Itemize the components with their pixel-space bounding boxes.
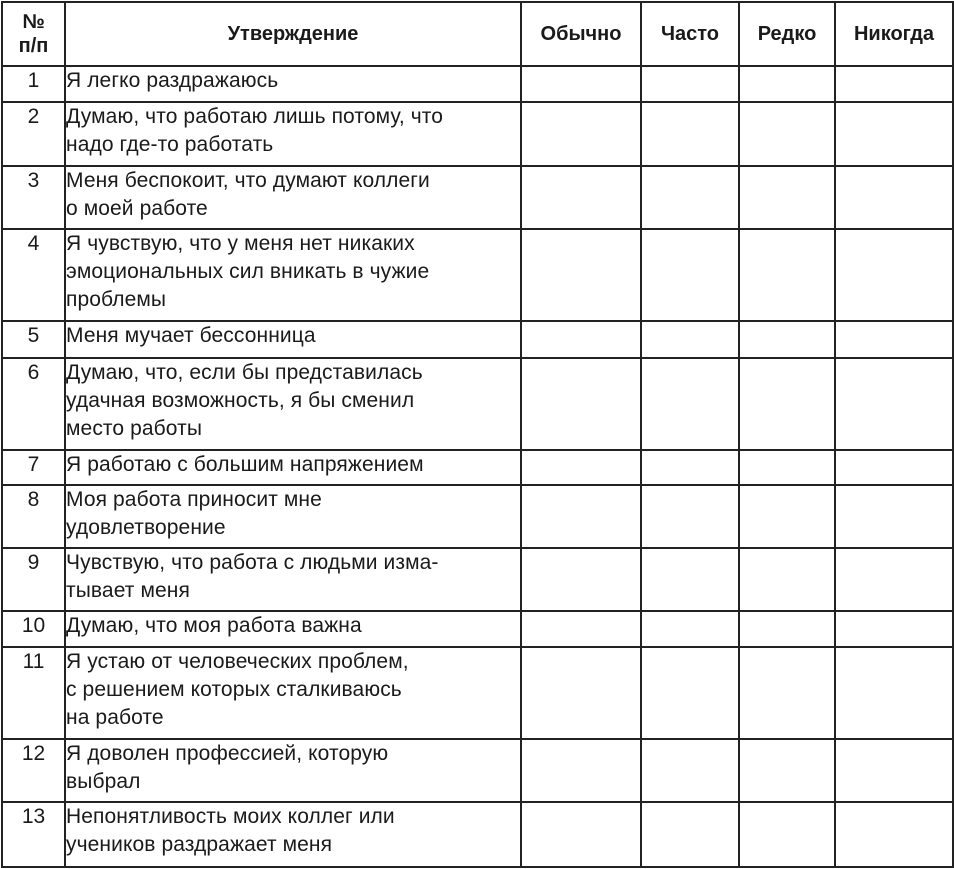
statement-line: Думаю, что моя работа важна: [66, 614, 362, 637]
table-row: [2, 647, 953, 739]
answer-cell-usually[interactable]: [521, 802, 641, 867]
header-row: [2, 2, 953, 66]
answer-cell-never[interactable]: [835, 450, 953, 485]
statement-line: Я устаю от человеческих проблем,: [66, 650, 409, 673]
statement-cell: [65, 485, 521, 548]
statement-line: удовлетворение: [66, 516, 226, 539]
row-number: 3: [2, 166, 65, 229]
answer-cell-often[interactable]: [641, 647, 739, 739]
answer-cell-often[interactable]: [641, 739, 739, 802]
header-often: Часто: [641, 2, 739, 66]
row-number: 2: [2, 102, 65, 166]
answer-cell-usually[interactable]: [521, 647, 641, 739]
header-never: Никогда: [835, 2, 953, 66]
statement-line: Я легко раздражаюсь: [66, 69, 279, 92]
row-number: 12: [2, 739, 65, 802]
row-number: 6: [2, 358, 65, 450]
header-usually: Обычно: [521, 2, 641, 66]
statement-cell: [65, 611, 521, 647]
answer-cell-usually[interactable]: [521, 450, 641, 485]
answer-cell-usually[interactable]: [521, 358, 641, 450]
answer-cell-never[interactable]: [835, 647, 953, 739]
statement-line: Меня мучает бессонница: [66, 324, 316, 347]
answer-cell-usually[interactable]: [521, 166, 641, 229]
statement-line: Чувствую, что работа с людьми изма-: [66, 551, 439, 574]
header-rarely: Редко: [739, 2, 835, 66]
table-row: [2, 102, 953, 166]
header-num-line-1: №: [22, 11, 45, 33]
answer-cell-often[interactable]: [641, 548, 739, 611]
statement-cell: [65, 102, 521, 166]
answer-cell-often[interactable]: [641, 450, 739, 485]
answer-cell-often[interactable]: [641, 66, 739, 102]
statement-line: удачная возможность, я бы сменил: [66, 389, 415, 412]
answer-cell-rarely[interactable]: [739, 647, 835, 739]
statement-line: надо где-то работать: [66, 133, 274, 156]
answer-cell-rarely[interactable]: [739, 229, 835, 321]
answer-cell-never[interactable]: [835, 102, 953, 166]
answer-cell-never[interactable]: [835, 802, 953, 867]
statement-line: с решением которых сталкиваюсь: [66, 678, 402, 701]
answer-cell-rarely[interactable]: [739, 166, 835, 229]
row-number: 13: [2, 802, 65, 867]
answer-cell-rarely[interactable]: [739, 802, 835, 867]
statement-line: выбрал: [66, 770, 141, 793]
questionnaire-table: [1, 1, 954, 868]
table-row: [2, 485, 953, 548]
answer-cell-never[interactable]: [835, 739, 953, 802]
table-body: [2, 66, 953, 867]
answer-cell-rarely[interactable]: [739, 548, 835, 611]
row-number: 9: [2, 548, 65, 611]
answer-cell-never[interactable]: [835, 66, 953, 102]
table-row: [2, 166, 953, 229]
answer-cell-usually[interactable]: [521, 739, 641, 802]
answer-cell-rarely[interactable]: [739, 611, 835, 647]
statement-line: Думаю, что работаю лишь потому, что: [66, 105, 444, 128]
answer-cell-usually[interactable]: [521, 611, 641, 647]
table-row: [2, 66, 953, 102]
statement-line: Я чувствую, что у меня нет никаких: [66, 232, 415, 255]
statement-cell: [65, 647, 521, 739]
statement-line: место работы: [66, 417, 203, 440]
statement-line: эмоциональных сил вникать в чужие: [66, 260, 430, 283]
answer-cell-usually[interactable]: [521, 66, 641, 102]
statement-line: проблемы: [66, 288, 167, 311]
row-number: 7: [2, 450, 65, 485]
statement-cell: [65, 450, 521, 485]
table-row: [2, 548, 953, 611]
answer-cell-often[interactable]: [641, 102, 739, 166]
table-row: [2, 321, 953, 358]
statement-line: Меня беспокоит, что думают коллеги: [66, 169, 430, 192]
answer-cell-rarely[interactable]: [739, 485, 835, 548]
answer-cell-usually[interactable]: [521, 102, 641, 166]
header-statement: Утверждение: [65, 2, 521, 66]
statement-line: учеников раздражает меня: [66, 833, 333, 856]
answer-cell-usually[interactable]: [521, 485, 641, 548]
statement-line: Думаю, что, если бы представилась: [66, 361, 423, 384]
answer-cell-often[interactable]: [641, 166, 739, 229]
answer-cell-never[interactable]: [835, 485, 953, 548]
answer-cell-often[interactable]: [641, 358, 739, 450]
statement-cell: [65, 321, 521, 358]
table-row: [2, 229, 953, 321]
statement-line: Моя работа приносит мне: [66, 488, 322, 511]
answer-cell-often[interactable]: [641, 611, 739, 647]
statement-line: тывает меня: [66, 579, 190, 602]
header-num-line-2: п/п: [18, 35, 49, 57]
answer-cell-often[interactable]: [641, 321, 739, 358]
row-number: 5: [2, 321, 65, 358]
row-number: 4: [2, 229, 65, 321]
answer-cell-often[interactable]: [641, 802, 739, 867]
statement-line: Я доволен профессией, которую: [66, 742, 389, 765]
row-number: 10: [2, 611, 65, 647]
answer-cell-rarely[interactable]: [739, 66, 835, 102]
row-number: 11: [2, 647, 65, 739]
answer-cell-rarely[interactable]: [739, 321, 835, 358]
answer-cell-often[interactable]: [641, 229, 739, 321]
table-row: [2, 802, 953, 867]
answer-cell-rarely[interactable]: [739, 739, 835, 802]
answer-cell-usually[interactable]: [521, 548, 641, 611]
answer-cell-rarely[interactable]: [739, 450, 835, 485]
header-num: [2, 2, 65, 66]
row-number: 1: [2, 66, 65, 102]
statement-line: Непонятливость моих коллег или: [66, 805, 395, 828]
answer-cell-usually[interactable]: [521, 229, 641, 321]
statement-cell: [65, 358, 521, 450]
statement-line: на работе: [66, 706, 164, 729]
statement-cell: [65, 166, 521, 229]
answer-cell-never[interactable]: [835, 611, 953, 647]
table-row: [2, 739, 953, 802]
answer-cell-never[interactable]: [835, 548, 953, 611]
table-row: [2, 611, 953, 647]
statement-cell: [65, 548, 521, 611]
answer-cell-rarely[interactable]: [739, 102, 835, 166]
statement-cell: [65, 66, 521, 102]
statement-cell: [65, 802, 521, 867]
answer-cell-usually[interactable]: [521, 321, 641, 358]
answer-cell-never[interactable]: [835, 229, 953, 321]
table-row: [2, 450, 953, 485]
statement-line: о моей работе: [66, 197, 208, 220]
answer-cell-never[interactable]: [835, 321, 953, 358]
answer-cell-never[interactable]: [835, 166, 953, 229]
statement-cell: [65, 739, 521, 802]
answer-cell-never[interactable]: [835, 358, 953, 450]
statement-cell: [65, 229, 521, 321]
table-row: [2, 358, 953, 450]
answer-cell-often[interactable]: [641, 485, 739, 548]
answer-cell-rarely[interactable]: [739, 358, 835, 450]
statement-line: Я работаю с большим напряжением: [66, 453, 424, 476]
row-number: 8: [2, 485, 65, 548]
